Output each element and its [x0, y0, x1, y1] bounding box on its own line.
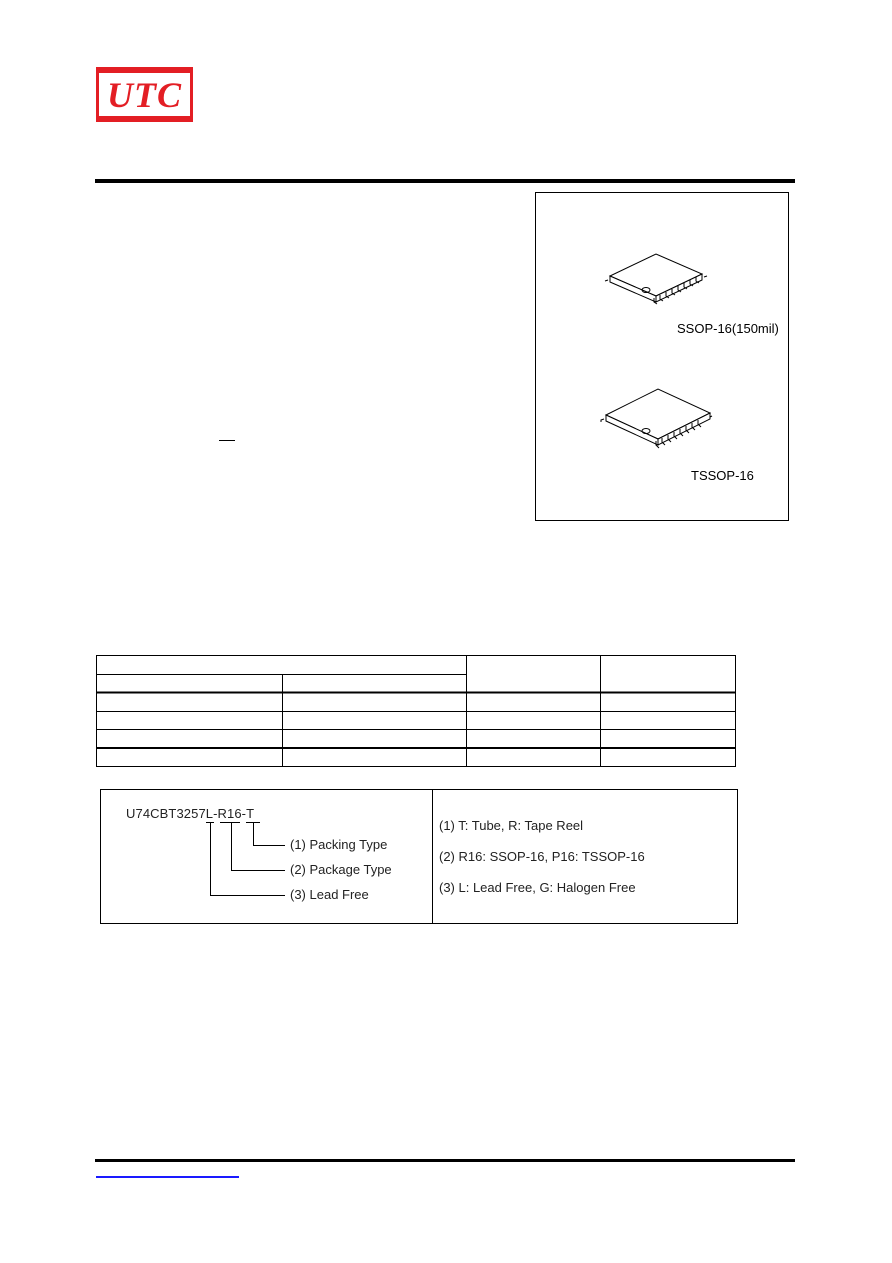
footer-link[interactable]: [96, 1176, 239, 1178]
utc-logo: [96, 67, 193, 122]
ordering-table: [96, 655, 736, 767]
marking-leader-lines: [100, 789, 300, 909]
tssop16-chip-icon: [598, 385, 713, 450]
header-rule: [95, 179, 795, 183]
desc-package-type: (2) R16: SSOP-16, P16: TSSOP-16: [439, 849, 645, 864]
label-package-type: (2) Package Type: [290, 862, 392, 877]
marking-divider: [432, 789, 433, 924]
logo-text: UTC: [107, 74, 182, 115]
overbar-mark: [219, 440, 235, 441]
desc-packing-type: (1) T: Tube, R: Tape Reel: [439, 818, 584, 833]
package-label-ssop16: SSOP-16(150mil): [677, 321, 779, 336]
package-label-tssop16: TSSOP-16: [691, 468, 754, 483]
footer-rule: [95, 1159, 795, 1162]
part-number: U74CBT3257L-R16-T: [126, 806, 255, 821]
label-packing-type: (1) Packing Type: [290, 837, 388, 852]
label-lead-free: (3) Lead Free: [290, 887, 369, 902]
desc-lead-free: (3) L: Lead Free, G: Halogen Free: [439, 880, 636, 895]
ssop16-chip-icon: [600, 250, 710, 310]
